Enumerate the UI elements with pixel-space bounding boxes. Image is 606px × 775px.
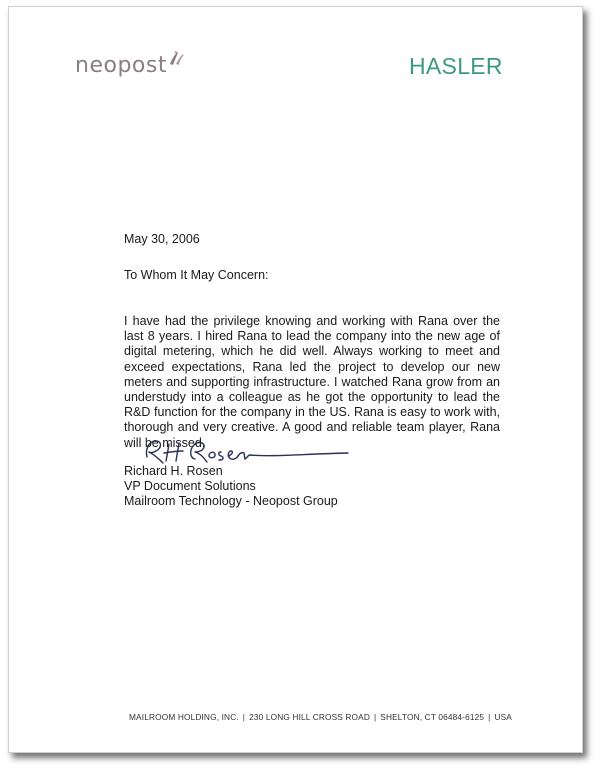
neopost-logo-text: neopost — [75, 53, 167, 78]
footer-separator: | — [373, 712, 377, 722]
neopost-logo — [75, 53, 184, 78]
footer-separator: | — [242, 712, 246, 722]
neopost-mark-icon — [168, 50, 184, 68]
letter-body: I have had the privilege knowing and working with Rana over the last 8 years. I hired Rana to lead the company into the new age of digital metering, which he did well. Always working to meet and exceed expectations, Rana led the project to develop our new meters and supporting infrastructure. I watched Rana grow from an understudy into a colleague as he got the opportunity to lead the R&D function for the company in the US. Rana is easy to work with, thorough and very creative. A good and reliable team player, Rana will be missed. — [124, 314, 500, 450]
signatory-organization: Mailroom Technology - Neopost Group — [124, 494, 338, 509]
signature-block — [124, 464, 338, 510]
footer-separator: | — [488, 712, 491, 722]
letter-salutation: To Whom It May Concern: — [124, 268, 269, 282]
footer-company: MAILROOM HOLDING, INC. — [129, 712, 239, 722]
letter-page — [8, 6, 583, 753]
hasler-logo: HASLER — [409, 53, 503, 79]
footer-street: 230 LONG HILL CROSS ROAD — [249, 712, 370, 722]
footer-country: USA — [494, 712, 512, 722]
handwritten-signature — [143, 433, 353, 467]
signatory-title: VP Document Solutions — [124, 479, 256, 494]
letterhead-footer — [129, 712, 512, 722]
letter-date: May 30, 2006 — [124, 232, 200, 246]
footer-city: SHELTON, CT 06484-6125 — [380, 712, 485, 722]
signatory-name: Richard H. Rosen — [124, 464, 223, 478]
